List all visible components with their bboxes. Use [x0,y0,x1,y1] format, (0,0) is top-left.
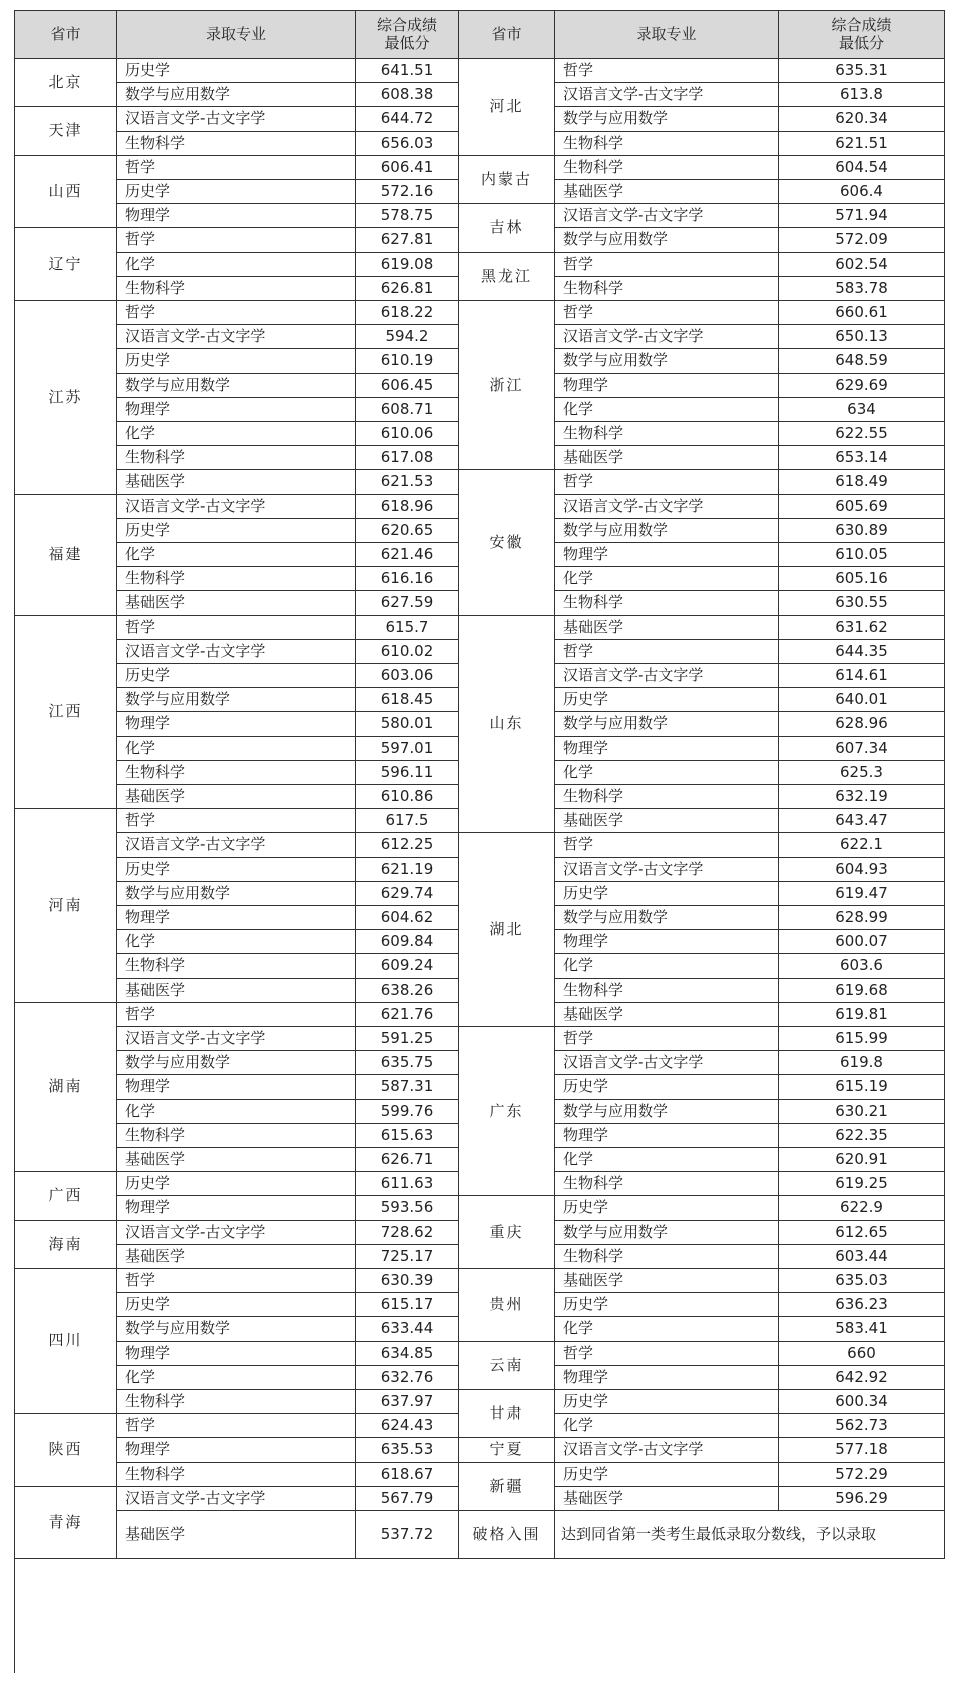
score-cell: 600.34 [779,1390,945,1414]
major-cell: 数学与应用数学 [117,882,356,906]
score-cell: 572.16 [356,180,459,204]
score-cell: 571.94 [779,204,945,228]
score-cell: 634 [779,398,945,422]
major-cell: 历史学 [117,59,356,83]
major-cell: 物理学 [117,1438,356,1462]
score-cell: 644.72 [356,107,459,131]
major-cell: 生物科学 [117,132,356,156]
major-cell: 历史学 [555,688,779,712]
province-cell: 浙江 [459,301,555,470]
score-cell: 629.74 [356,882,459,906]
score-cell: 610.02 [356,640,459,664]
major-cell: 哲学 [555,833,779,857]
province-cell: 天津 [15,107,117,155]
score-cell: 606.45 [356,374,459,398]
score-cell: 642.92 [779,1366,945,1390]
major-cell: 汉语言文学-古文字学 [555,204,779,228]
score-cell: 648.59 [779,349,945,373]
major-cell: 数学与应用数学 [555,349,779,373]
major-cell: 化学 [117,543,356,567]
major-cell: 哲学 [555,640,779,664]
score-cell: 596.29 [779,1487,945,1511]
major-cell: 化学 [555,1317,779,1341]
score-cell: 630.21 [779,1100,945,1124]
major-cell: 物理学 [555,1366,779,1390]
major-cell: 数学与应用数学 [555,712,779,736]
major-cell: 生物科学 [117,761,356,785]
score-cell: 656.03 [356,132,459,156]
score-cell: 612.65 [779,1221,945,1245]
score-cell: 594.2 [356,325,459,349]
score-cell: 624.43 [356,1414,459,1438]
score-cell: 611.63 [356,1172,459,1196]
major-cell: 基础医学 [555,446,779,470]
score-cell: 619.81 [779,1003,945,1027]
major-cell: 基础医学 [117,1511,356,1559]
major-cell: 历史学 [117,180,356,204]
major-cell: 化学 [117,1100,356,1124]
province-cell: 海南 [15,1221,117,1269]
major-cell: 历史学 [555,1196,779,1220]
score-cell: 615.7 [356,616,459,640]
major-cell: 基础医学 [117,470,356,494]
score-cell: 630.55 [779,591,945,615]
major-cell: 汉语言文学-古文字学 [117,1221,356,1245]
score-cell: 627.81 [356,228,459,252]
major-cell: 汉语言文学-古文字学 [555,325,779,349]
score-cell: 626.71 [356,1148,459,1172]
major-cell: 数学与应用数学 [117,374,356,398]
score-cell: 622.35 [779,1124,945,1148]
province-cell: 宁夏 [459,1438,555,1462]
province-cell: 新疆 [459,1463,555,1511]
score-cell: 600.07 [779,930,945,954]
score-cell: 615.19 [779,1075,945,1099]
score-cell: 630.39 [356,1269,459,1293]
major-cell: 物理学 [117,906,356,930]
province-cell: 内蒙古 [459,156,555,204]
major-cell: 生物科学 [555,785,779,809]
score-cell: 577.18 [779,1438,945,1462]
score-cell: 617.08 [356,446,459,470]
major-cell: 生物科学 [555,1172,779,1196]
score-cell: 587.31 [356,1075,459,1099]
major-cell: 汉语言文学-古文字学 [555,83,779,107]
score-cell: 609.84 [356,930,459,954]
score-cell: 632.76 [356,1366,459,1390]
score-cell: 596.11 [356,761,459,785]
score-cell: 615.63 [356,1124,459,1148]
score-cell: 537.72 [356,1511,459,1559]
major-cell: 生物科学 [555,277,779,301]
right-header-province: 省市 [459,11,555,59]
score-cell: 610.19 [356,349,459,373]
score-cell: 621.19 [356,858,459,882]
score-cell: 635.31 [779,59,945,83]
major-cell: 物理学 [117,204,356,228]
province-cell: 广西 [15,1172,117,1220]
score-cell: 605.16 [779,567,945,591]
major-cell: 汉语言文学-古文字学 [555,1438,779,1462]
province-cell: 四川 [15,1269,117,1414]
major-cell: 化学 [555,567,779,591]
score-cell: 618.45 [356,688,459,712]
score-cell: 593.56 [356,1196,459,1220]
score-cell: 634.85 [356,1342,459,1366]
major-cell: 物理学 [555,543,779,567]
major-cell: 生物科学 [117,1390,356,1414]
major-cell: 汉语言文学-古文字学 [117,640,356,664]
score-cell: 606.41 [356,156,459,180]
major-cell: 哲学 [117,156,356,180]
major-cell: 物理学 [555,1124,779,1148]
major-cell: 物理学 [117,398,356,422]
score-cell: 572.09 [779,228,945,252]
score-cell: 614.61 [779,664,945,688]
major-cell: 历史学 [555,1390,779,1414]
major-cell: 基础医学 [555,616,779,640]
province-cell: 陕西 [15,1414,117,1487]
major-cell: 生物科学 [117,1463,356,1487]
score-cell: 618.49 [779,470,945,494]
major-cell: 历史学 [117,858,356,882]
score-cell: 608.71 [356,398,459,422]
score-cell: 604.62 [356,906,459,930]
score-cell: 635.53 [356,1438,459,1462]
province-cell: 湖南 [15,1003,117,1172]
score-cell: 619.08 [356,253,459,277]
major-cell: 化学 [117,422,356,446]
major-cell: 生物科学 [117,446,356,470]
major-cell: 物理学 [117,1196,356,1220]
major-cell: 化学 [117,930,356,954]
score-cell: 619.68 [779,979,945,1003]
province-cell: 山西 [15,156,117,229]
major-cell: 数学与应用数学 [555,1221,779,1245]
major-cell: 基础医学 [555,180,779,204]
major-cell: 历史学 [555,1463,779,1487]
score-cell: 617.5 [356,809,459,833]
score-cell: 728.62 [356,1221,459,1245]
score-cell: 660.61 [779,301,945,325]
left-header-major: 录取专业 [117,11,356,59]
major-cell: 历史学 [117,519,356,543]
major-cell: 哲学 [555,253,779,277]
major-cell: 生物科学 [117,567,356,591]
score-cell: 602.54 [779,253,945,277]
score-cell: 618.67 [356,1463,459,1487]
major-cell: 生物科学 [555,979,779,1003]
score-cell: 620.65 [356,519,459,543]
right-header-score: 综合成绩 最低分 [779,11,945,59]
score-cell: 562.73 [779,1414,945,1438]
major-cell: 生物科学 [555,156,779,180]
major-cell: 化学 [117,253,356,277]
major-cell: 基础医学 [117,785,356,809]
score-cell: 637.97 [356,1390,459,1414]
province-cell: 吉林 [459,204,555,252]
score-cell: 626.81 [356,277,459,301]
major-cell: 数学与应用数学 [117,1317,356,1341]
major-cell: 哲学 [117,228,356,252]
score-cell: 644.35 [779,640,945,664]
major-cell: 基础医学 [117,1245,356,1269]
score-cell: 622.9 [779,1196,945,1220]
major-cell: 汉语言文学-古文字学 [117,1487,356,1511]
right-header-major: 录取专业 [555,11,779,59]
province-cell: 河南 [15,809,117,1003]
province-cell: 北京 [15,59,117,107]
province-cell: 江西 [15,616,117,810]
major-cell: 生物科学 [117,1124,356,1148]
score-cell: 610.86 [356,785,459,809]
major-cell: 哲学 [555,1342,779,1366]
major-cell: 化学 [117,1366,356,1390]
province-cell: 贵州 [459,1269,555,1342]
score-cell: 606.4 [779,180,945,204]
province-cell: 云南 [459,1342,555,1390]
province-cell: 山东 [459,616,555,834]
province-cell: 河北 [459,59,555,156]
score-cell: 630.89 [779,519,945,543]
major-cell: 汉语言文学-古文字学 [555,664,779,688]
score-cell: 621.53 [356,470,459,494]
score-cell: 610.05 [779,543,945,567]
exception-note: 达到同省第一类考生最低录取分数线，予以录取 [555,1511,945,1559]
major-cell: 哲学 [117,301,356,325]
score-cell: 621.76 [356,1003,459,1027]
score-cell: 628.99 [779,906,945,930]
major-cell: 生物科学 [555,132,779,156]
major-cell: 基础医学 [555,1003,779,1027]
major-cell: 基础医学 [555,1269,779,1293]
score-cell: 619.47 [779,882,945,906]
major-cell: 生物科学 [117,277,356,301]
score-cell: 620.91 [779,1148,945,1172]
score-cell: 633.44 [356,1317,459,1341]
major-cell: 哲学 [117,809,356,833]
province-cell: 黑龙江 [459,253,555,301]
province-cell: 破格入围 [459,1511,555,1559]
score-cell: 567.79 [356,1487,459,1511]
score-cell: 609.24 [356,954,459,978]
province-cell: 甘肃 [459,1390,555,1438]
major-cell: 历史学 [555,1293,779,1317]
score-cell: 622.55 [779,422,945,446]
score-cell: 725.17 [356,1245,459,1269]
major-cell: 化学 [555,761,779,785]
score-cell: 578.75 [356,204,459,228]
major-cell: 数学与应用数学 [555,1100,779,1124]
score-cell: 619.25 [779,1172,945,1196]
major-cell: 生物科学 [555,422,779,446]
province-cell: 广东 [459,1027,555,1196]
score-cell: 603.6 [779,954,945,978]
province-cell: 江苏 [15,301,117,495]
major-cell: 汉语言文学-古文字学 [117,495,356,519]
major-cell: 汉语言文学-古文字学 [117,1027,356,1051]
major-cell: 汉语言文学-古文字学 [117,325,356,349]
major-cell: 生物科学 [555,1245,779,1269]
score-cell: 629.69 [779,374,945,398]
major-cell: 生物科学 [555,591,779,615]
score-cell: 583.41 [779,1317,945,1341]
score-cell: 631.62 [779,616,945,640]
major-cell: 物理学 [555,374,779,398]
major-cell: 数学与应用数学 [555,906,779,930]
score-cell: 632.19 [779,785,945,809]
major-cell: 基础医学 [117,979,356,1003]
major-cell: 哲学 [117,1269,356,1293]
major-cell: 哲学 [117,616,356,640]
major-cell: 汉语言文学-古文字学 [555,495,779,519]
score-cell: 640.01 [779,688,945,712]
score-cell: 603.06 [356,664,459,688]
score-cell: 572.29 [779,1463,945,1487]
score-cell: 638.26 [356,979,459,1003]
major-cell: 历史学 [117,349,356,373]
score-cell: 625.3 [779,761,945,785]
score-cell: 597.01 [356,737,459,761]
score-cell: 641.51 [356,59,459,83]
major-cell: 数学与应用数学 [117,688,356,712]
score-cell: 618.96 [356,495,459,519]
province-cell: 安徽 [459,470,555,615]
score-cell: 636.23 [779,1293,945,1317]
major-cell: 数学与应用数学 [117,83,356,107]
score-cell: 607.34 [779,737,945,761]
major-cell: 化学 [555,1148,779,1172]
score-cell: 615.99 [779,1027,945,1051]
major-cell: 基础医学 [555,809,779,833]
major-cell: 物理学 [555,930,779,954]
score-cell: 604.54 [779,156,945,180]
major-cell: 数学与应用数学 [555,228,779,252]
major-cell: 化学 [555,954,779,978]
province-cell: 辽宁 [15,228,117,301]
major-cell: 汉语言文学-古文字学 [117,107,356,131]
score-cell: 620.34 [779,107,945,131]
major-cell: 历史学 [555,1075,779,1099]
major-cell: 化学 [117,737,356,761]
score-cell: 653.14 [779,446,945,470]
score-cell: 612.25 [356,833,459,857]
score-cell: 622.1 [779,833,945,857]
score-cell: 610.06 [356,422,459,446]
major-cell: 数学与应用数学 [555,519,779,543]
score-cell: 580.01 [356,712,459,736]
score-cell: 628.96 [779,712,945,736]
score-cell: 583.78 [779,277,945,301]
score-cell: 599.76 [356,1100,459,1124]
score-cell: 616.16 [356,567,459,591]
major-cell: 历史学 [555,882,779,906]
major-cell: 汉语言文学-古文字学 [555,1051,779,1075]
major-cell: 历史学 [117,1172,356,1196]
score-cell: 619.8 [779,1051,945,1075]
major-cell: 汉语言文学-古文字学 [117,833,356,857]
score-cell: 650.13 [779,325,945,349]
score-cell: 613.8 [779,83,945,107]
score-cell: 618.22 [356,301,459,325]
admission-score-table [14,10,945,1673]
score-cell: 627.59 [356,591,459,615]
major-cell: 哲学 [555,470,779,494]
major-cell: 化学 [555,1414,779,1438]
province-cell: 福建 [15,495,117,616]
major-cell: 化学 [555,398,779,422]
major-cell: 哲学 [555,1027,779,1051]
major-cell: 物理学 [117,712,356,736]
left-header-province: 省市 [15,11,117,59]
major-cell: 数学与应用数学 [117,1051,356,1075]
major-cell: 数学与应用数学 [555,107,779,131]
score-cell: 604.93 [779,858,945,882]
major-cell: 基础医学 [117,1148,356,1172]
score-cell: 603.44 [779,1245,945,1269]
major-cell: 哲学 [117,1414,356,1438]
score-cell: 591.25 [356,1027,459,1051]
major-cell: 汉语言文学-古文字学 [555,858,779,882]
major-cell: 物理学 [555,737,779,761]
left-header-score: 综合成绩 最低分 [356,11,459,59]
major-cell: 基础医学 [555,1487,779,1511]
major-cell: 生物科学 [117,954,356,978]
major-cell: 历史学 [117,664,356,688]
major-cell: 哲学 [555,301,779,325]
score-cell: 621.51 [779,132,945,156]
score-cell: 605.69 [779,495,945,519]
major-cell: 物理学 [117,1342,356,1366]
score-cell: 608.38 [356,83,459,107]
score-cell: 635.75 [356,1051,459,1075]
major-cell: 物理学 [117,1075,356,1099]
score-cell: 615.17 [356,1293,459,1317]
province-cell: 湖北 [459,833,555,1027]
province-cell: 青海 [15,1487,117,1559]
major-cell: 哲学 [117,1003,356,1027]
major-cell: 哲学 [555,59,779,83]
major-cell: 历史学 [117,1293,356,1317]
province-cell: 重庆 [459,1196,555,1269]
score-cell: 635.03 [779,1269,945,1293]
score-cell: 621.46 [356,543,459,567]
score-cell: 643.47 [779,809,945,833]
major-cell: 基础医学 [117,591,356,615]
score-cell: 660 [779,1342,945,1366]
